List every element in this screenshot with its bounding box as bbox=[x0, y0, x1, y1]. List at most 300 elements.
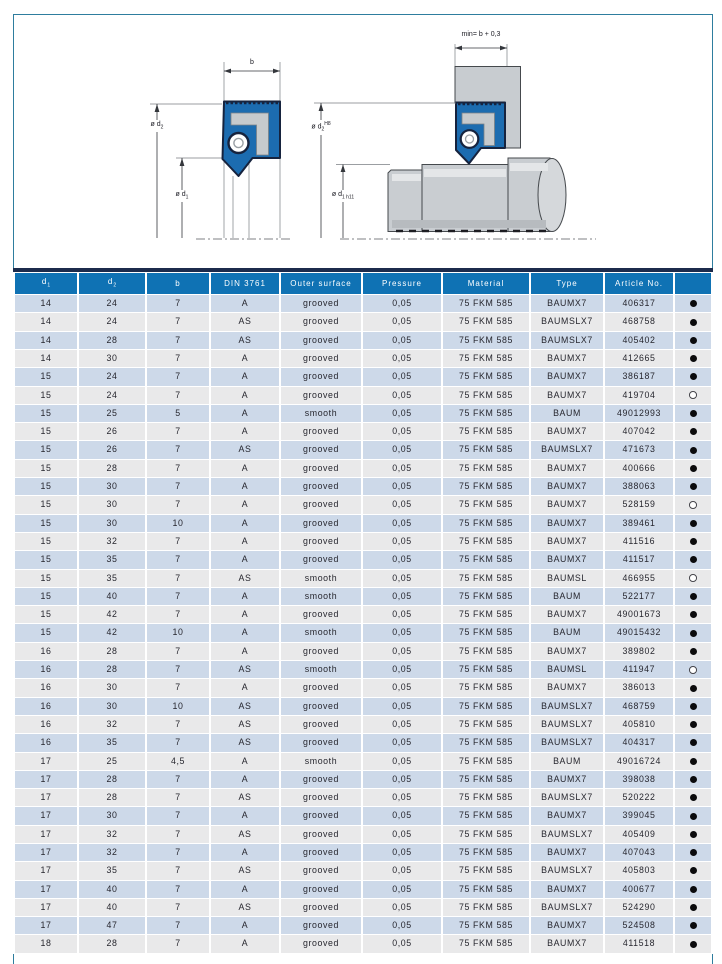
table-cell: 0,05 bbox=[363, 789, 441, 806]
availability-cell bbox=[675, 826, 711, 843]
table-row bbox=[15, 606, 711, 623]
filled-circle-icon bbox=[690, 373, 697, 380]
filled-circle-icon bbox=[690, 538, 697, 545]
availability-cell bbox=[675, 862, 711, 879]
table-cell: 7 bbox=[147, 807, 209, 824]
table-cell: grooved bbox=[281, 935, 361, 952]
table-cell: 75 FKM 585 bbox=[443, 441, 529, 458]
table-cell: 32 bbox=[79, 844, 145, 861]
filled-circle-icon bbox=[690, 721, 697, 728]
table-cell: 15 bbox=[15, 460, 77, 477]
table-cell: BAUMSL bbox=[531, 661, 603, 678]
table-cell: A bbox=[211, 844, 279, 861]
table-cell: 49012993 bbox=[605, 405, 673, 422]
filled-circle-icon bbox=[690, 776, 697, 783]
availability-cell bbox=[675, 350, 711, 367]
table-cell: A bbox=[211, 496, 279, 513]
dim-label-right-d2: ø $d_2^{H8}$ bbox=[311, 121, 331, 133]
table-cell: 24 bbox=[79, 295, 145, 312]
table-cell: 75 FKM 585 bbox=[443, 753, 529, 770]
table-cell: 16 bbox=[15, 698, 77, 715]
availability-cell bbox=[675, 515, 711, 532]
table-cell: 17 bbox=[15, 862, 77, 879]
table-cell: 16 bbox=[15, 716, 77, 733]
table-cell: 7 bbox=[147, 826, 209, 843]
table-cell: BAUMX7 bbox=[531, 496, 603, 513]
table-cell: 0,05 bbox=[363, 588, 441, 605]
filled-circle-icon bbox=[690, 355, 697, 362]
table-cell: 24 bbox=[79, 368, 145, 385]
availability-cell bbox=[675, 313, 711, 330]
table-cell: 30 bbox=[79, 478, 145, 495]
table-cell: 17 bbox=[15, 899, 77, 916]
table-cell: 40 bbox=[79, 881, 145, 898]
table-cell: grooved bbox=[281, 899, 361, 916]
table-row bbox=[15, 844, 711, 861]
table-cell: 40 bbox=[79, 899, 145, 916]
table-cell: BAUMX7 bbox=[531, 881, 603, 898]
table-cell: 0,05 bbox=[363, 441, 441, 458]
table-cell: 30 bbox=[79, 698, 145, 715]
table-cell: A bbox=[211, 405, 279, 422]
extension-lines bbox=[455, 44, 507, 66]
table-cell: 0,05 bbox=[363, 826, 441, 843]
availability-cell bbox=[675, 478, 711, 495]
table-cell: 524508 bbox=[605, 917, 673, 934]
table-cell: 7 bbox=[147, 313, 209, 330]
table-cell: 49001673 bbox=[605, 606, 673, 623]
table-cell: 75 FKM 585 bbox=[443, 734, 529, 751]
availability-cell bbox=[675, 570, 711, 587]
table-cell: 5 bbox=[147, 405, 209, 422]
table-cell: 15 bbox=[15, 496, 77, 513]
filled-circle-icon bbox=[690, 483, 697, 490]
table-cell: 405810 bbox=[605, 716, 673, 733]
table-cell: 466955 bbox=[605, 570, 673, 587]
filled-circle-icon bbox=[690, 739, 697, 746]
table-cell: 17 bbox=[15, 753, 77, 770]
filled-circle-icon bbox=[690, 447, 697, 454]
availability-cell bbox=[675, 551, 711, 568]
table-cell: 16 bbox=[15, 679, 77, 696]
dim-label-left-d2: ø $d_2$ bbox=[150, 121, 164, 131]
table-cell: 14 bbox=[15, 332, 77, 349]
table-cell: A bbox=[211, 551, 279, 568]
table-cell: BAUMSLX7 bbox=[531, 899, 603, 916]
table-cell: 75 FKM 585 bbox=[443, 881, 529, 898]
table-cell: 35 bbox=[79, 551, 145, 568]
table-cell: 7 bbox=[147, 441, 209, 458]
table-cell: 0,05 bbox=[363, 350, 441, 367]
filled-circle-icon bbox=[690, 648, 697, 655]
table-cell: 75 FKM 585 bbox=[443, 295, 529, 312]
table-cell: 471673 bbox=[605, 441, 673, 458]
table-row bbox=[15, 807, 711, 824]
table-cell: grooved bbox=[281, 350, 361, 367]
table-cell: 0,05 bbox=[363, 295, 441, 312]
table-row bbox=[15, 661, 711, 678]
table-row bbox=[15, 698, 711, 715]
table-cell: 16 bbox=[15, 734, 77, 751]
table-row bbox=[15, 515, 711, 532]
table-cell: 0,05 bbox=[363, 679, 441, 696]
table-cell: 32 bbox=[79, 716, 145, 733]
open-circle-icon bbox=[689, 391, 697, 399]
table-cell: 16 bbox=[15, 643, 77, 660]
filled-circle-icon bbox=[690, 428, 697, 435]
table-cell: 386013 bbox=[605, 679, 673, 696]
table-cell: 75 FKM 585 bbox=[443, 716, 529, 733]
table-cell: 0,05 bbox=[363, 551, 441, 568]
table-cell: 75 FKM 585 bbox=[443, 844, 529, 861]
table-cell: 75 FKM 585 bbox=[443, 661, 529, 678]
table-cell: AS bbox=[211, 734, 279, 751]
table-cell: grooved bbox=[281, 881, 361, 898]
table-cell: 24 bbox=[79, 313, 145, 330]
table-cell: smooth bbox=[281, 570, 361, 587]
availability-cell bbox=[675, 332, 711, 349]
table-cell: 386187 bbox=[605, 368, 673, 385]
table-cell: A bbox=[211, 624, 279, 641]
table-cell: BAUMX7 bbox=[531, 917, 603, 934]
table-row bbox=[15, 643, 711, 660]
table-cell: BAUMSLX7 bbox=[531, 716, 603, 733]
dim-label-left-d1: ø $d_1$ bbox=[175, 191, 189, 201]
table-row bbox=[15, 441, 711, 458]
table-cell: AS bbox=[211, 332, 279, 349]
table-cell: grooved bbox=[281, 441, 361, 458]
table-cell: A bbox=[211, 753, 279, 770]
table-cell: 389461 bbox=[605, 515, 673, 532]
table-cell: 10 bbox=[147, 698, 209, 715]
table-cell: 0,05 bbox=[363, 862, 441, 879]
table-row bbox=[15, 734, 711, 751]
table-cell: 400677 bbox=[605, 881, 673, 898]
table-cell: BAUMX7 bbox=[531, 807, 603, 824]
table-cell: 0,05 bbox=[363, 917, 441, 934]
table-row bbox=[15, 313, 711, 330]
table-row bbox=[15, 478, 711, 495]
table-cell: 17 bbox=[15, 771, 77, 788]
table-cell: grooved bbox=[281, 789, 361, 806]
table-row bbox=[15, 789, 711, 806]
table-cell: A bbox=[211, 350, 279, 367]
availability-cell bbox=[675, 441, 711, 458]
table-cell: BAUMX7 bbox=[531, 935, 603, 952]
table-cell: 17 bbox=[15, 789, 77, 806]
table-cell: AS bbox=[211, 826, 279, 843]
table-row bbox=[15, 588, 711, 605]
filled-circle-icon bbox=[690, 904, 697, 911]
table-cell: smooth bbox=[281, 661, 361, 678]
table-cell: 0,05 bbox=[363, 423, 441, 440]
availability-cell bbox=[675, 387, 711, 404]
table-cell: 524290 bbox=[605, 899, 673, 916]
availability-cell bbox=[675, 679, 711, 696]
table-cell: 75 FKM 585 bbox=[443, 405, 529, 422]
table-cell: 28 bbox=[79, 661, 145, 678]
table-cell: 49015432 bbox=[605, 624, 673, 641]
table-cell: 75 FKM 585 bbox=[443, 588, 529, 605]
table-cell: A bbox=[211, 533, 279, 550]
table-cell: 7 bbox=[147, 789, 209, 806]
table-cell: AS bbox=[211, 313, 279, 330]
table-cell: grooved bbox=[281, 844, 361, 861]
table-cell: 0,05 bbox=[363, 716, 441, 733]
table-cell: 7 bbox=[147, 387, 209, 404]
table-cell: 0,05 bbox=[363, 496, 441, 513]
table-cell: 17 bbox=[15, 917, 77, 934]
availability-cell bbox=[675, 899, 711, 916]
open-circle-icon bbox=[689, 574, 697, 582]
header-article-no: Article No. bbox=[605, 273, 673, 295]
availability-cell bbox=[675, 844, 711, 861]
table-cell: BAUMX7 bbox=[531, 551, 603, 568]
availability-cell bbox=[675, 405, 711, 422]
header-d1: $d_1$ bbox=[15, 273, 77, 295]
filled-circle-icon bbox=[690, 794, 697, 801]
availability-cell bbox=[675, 771, 711, 788]
table-cell: grooved bbox=[281, 606, 361, 623]
table-cell: 522177 bbox=[605, 588, 673, 605]
availability-cell bbox=[675, 624, 711, 641]
table-cell: smooth bbox=[281, 405, 361, 422]
seal-diagrams-svg bbox=[0, 0, 722, 268]
table-cell: A bbox=[211, 368, 279, 385]
table-cell: 28 bbox=[79, 935, 145, 952]
table-cell: grooved bbox=[281, 295, 361, 312]
table-cell: grooved bbox=[281, 862, 361, 879]
table-cell: 411518 bbox=[605, 935, 673, 952]
table-cell: A bbox=[211, 423, 279, 440]
table-cell: 28 bbox=[79, 332, 145, 349]
table-cell: 15 bbox=[15, 533, 77, 550]
technical-diagrams bbox=[0, 0, 722, 268]
table-cell: A bbox=[211, 478, 279, 495]
filled-circle-icon bbox=[690, 319, 697, 326]
table-cell: BAUM bbox=[531, 624, 603, 641]
dim-label-b: b bbox=[250, 59, 254, 66]
table-cell: 75 FKM 585 bbox=[443, 496, 529, 513]
arrowhead bbox=[341, 165, 346, 173]
table-cell: A bbox=[211, 679, 279, 696]
table-cell: 0,05 bbox=[363, 478, 441, 495]
table-cell: 0,05 bbox=[363, 643, 441, 660]
table-cell: 405402 bbox=[605, 332, 673, 349]
table-cell: 404317 bbox=[605, 734, 673, 751]
table-cell: 0,05 bbox=[363, 753, 441, 770]
table-cell: 411516 bbox=[605, 533, 673, 550]
table-cell: 49016724 bbox=[605, 753, 673, 770]
table-row bbox=[15, 935, 711, 952]
table-cell: 405409 bbox=[605, 826, 673, 843]
table-cell: 7 bbox=[147, 460, 209, 477]
table-cell: BAUMX7 bbox=[531, 771, 603, 788]
table-cell: 7 bbox=[147, 423, 209, 440]
garter-spring-inner bbox=[466, 135, 474, 143]
arrowhead bbox=[224, 69, 231, 74]
table-cell: grooved bbox=[281, 734, 361, 751]
availability-cell bbox=[675, 807, 711, 824]
filled-circle-icon bbox=[690, 813, 697, 820]
table-cell: 411517 bbox=[605, 551, 673, 568]
table-cell: 15 bbox=[15, 624, 77, 641]
table-cell: 0,05 bbox=[363, 387, 441, 404]
table-cell: 7 bbox=[147, 606, 209, 623]
availability-cell bbox=[675, 716, 711, 733]
table-cell: BAUMX7 bbox=[531, 643, 603, 660]
table-cell: A bbox=[211, 917, 279, 934]
table-cell: AS bbox=[211, 716, 279, 733]
table-cell: 7 bbox=[147, 917, 209, 934]
table-cell: BAUMX7 bbox=[531, 460, 603, 477]
availability-cell bbox=[675, 643, 711, 660]
table-cell: BAUMSLX7 bbox=[531, 826, 603, 843]
table-cell: 15 bbox=[15, 387, 77, 404]
availability-cell bbox=[675, 661, 711, 678]
table-cell: grooved bbox=[281, 807, 361, 824]
filled-circle-icon bbox=[690, 593, 697, 600]
table-cell: BAUMSLX7 bbox=[531, 441, 603, 458]
table-cell: 520222 bbox=[605, 789, 673, 806]
arrowhead bbox=[155, 104, 160, 112]
table-cell: 7 bbox=[147, 350, 209, 367]
table-cell: 17 bbox=[15, 807, 77, 824]
table-cell: BAUMX7 bbox=[531, 515, 603, 532]
table-cell: 17 bbox=[15, 881, 77, 898]
table-cell: 10 bbox=[147, 624, 209, 641]
table-cell: BAUMX7 bbox=[531, 387, 603, 404]
filled-circle-icon bbox=[690, 886, 697, 893]
table-cell: 7 bbox=[147, 368, 209, 385]
table-cell: 412665 bbox=[605, 350, 673, 367]
table-cell: 7 bbox=[147, 570, 209, 587]
availability-cell bbox=[675, 295, 711, 312]
availability-cell bbox=[675, 588, 711, 605]
table-cell: grooved bbox=[281, 917, 361, 934]
table-cell: smooth bbox=[281, 753, 361, 770]
table-cell: 75 FKM 585 bbox=[443, 862, 529, 879]
filled-circle-icon bbox=[690, 300, 697, 307]
table-cell: 75 FKM 585 bbox=[443, 606, 529, 623]
table-cell: 0,05 bbox=[363, 533, 441, 550]
arrowhead bbox=[319, 103, 324, 111]
table-cell: 15 bbox=[15, 588, 77, 605]
table-cell: 18 bbox=[15, 935, 77, 952]
filled-circle-icon bbox=[690, 867, 697, 874]
table-cell: BAUMX7 bbox=[531, 368, 603, 385]
table-cell: 0,05 bbox=[363, 807, 441, 824]
table-cell: 75 FKM 585 bbox=[443, 533, 529, 550]
table-cell: 75 FKM 585 bbox=[443, 460, 529, 477]
table-cell: 407042 bbox=[605, 423, 673, 440]
table-cell: 0,05 bbox=[363, 368, 441, 385]
header-din: DIN 3761 bbox=[211, 273, 279, 295]
table-cell: A bbox=[211, 515, 279, 532]
table-cell: grooved bbox=[281, 771, 361, 788]
table-row bbox=[15, 771, 711, 788]
table-cell: grooved bbox=[281, 478, 361, 495]
table-row bbox=[15, 295, 711, 312]
table-cell: BAUMSLX7 bbox=[531, 734, 603, 751]
table-row bbox=[15, 679, 711, 696]
table-cell: 14 bbox=[15, 313, 77, 330]
availability-cell bbox=[675, 460, 711, 477]
table-cell: 30 bbox=[79, 350, 145, 367]
table-cell: AS bbox=[211, 789, 279, 806]
table-cell: 7 bbox=[147, 679, 209, 696]
table-cell: 10 bbox=[147, 515, 209, 532]
table-cell: BAUMSLX7 bbox=[531, 862, 603, 879]
table-cell: 7 bbox=[147, 862, 209, 879]
table-cell: 7 bbox=[147, 533, 209, 550]
header-pressure: Pressure bbox=[363, 273, 441, 295]
header-outer-surface: Outer surface bbox=[281, 273, 361, 295]
table-cell: 0,05 bbox=[363, 624, 441, 641]
seal-size-table-section bbox=[13, 268, 713, 954]
table-cell: 30 bbox=[79, 496, 145, 513]
arrowhead bbox=[500, 46, 507, 51]
table-cell: 75 FKM 585 bbox=[443, 423, 529, 440]
table-cell: 28 bbox=[79, 460, 145, 477]
table-row bbox=[15, 753, 711, 770]
seal-size-table bbox=[13, 272, 713, 954]
table-row bbox=[15, 405, 711, 422]
table-cell: AS bbox=[211, 698, 279, 715]
table-cell: 405803 bbox=[605, 862, 673, 879]
table-cell: 75 FKM 585 bbox=[443, 350, 529, 367]
table-cell: A bbox=[211, 935, 279, 952]
table-cell: 0,05 bbox=[363, 899, 441, 916]
table-cell: BAUMX7 bbox=[531, 350, 603, 367]
table-row bbox=[15, 368, 711, 385]
availability-cell bbox=[675, 734, 711, 751]
table-cell: 25 bbox=[79, 753, 145, 770]
filled-circle-icon bbox=[690, 922, 697, 929]
table-cell: A bbox=[211, 387, 279, 404]
table-cell: 75 FKM 585 bbox=[443, 624, 529, 641]
table-cell: 75 FKM 585 bbox=[443, 679, 529, 696]
table-cell: 388063 bbox=[605, 478, 673, 495]
table-cell: BAUMX7 bbox=[531, 844, 603, 861]
garter-spring-inner bbox=[234, 138, 243, 147]
header-d2: $d_2$ bbox=[79, 273, 145, 295]
table-cell: 7 bbox=[147, 588, 209, 605]
dim-label-right-d1: ø $d_{1 h11}$ bbox=[331, 191, 355, 201]
table-cell: 7 bbox=[147, 771, 209, 788]
table-cell: AS bbox=[211, 441, 279, 458]
table-cell: 15 bbox=[15, 441, 77, 458]
table-cell: grooved bbox=[281, 313, 361, 330]
table-cell: grooved bbox=[281, 496, 361, 513]
table-cell: 0,05 bbox=[363, 935, 441, 952]
table-cell: 0,05 bbox=[363, 844, 441, 861]
table-cell: 28 bbox=[79, 771, 145, 788]
table-cell: 75 FKM 585 bbox=[443, 935, 529, 952]
table-header-row bbox=[15, 273, 711, 295]
table-cell: smooth bbox=[281, 588, 361, 605]
table-cell: 26 bbox=[79, 423, 145, 440]
table-cell: 400666 bbox=[605, 460, 673, 477]
table-cell: 17 bbox=[15, 844, 77, 861]
table-cell: 7 bbox=[147, 332, 209, 349]
table-cell: BAUM bbox=[531, 753, 603, 770]
table-cell: 7 bbox=[147, 899, 209, 916]
table-cell: 0,05 bbox=[363, 332, 441, 349]
table-cell: grooved bbox=[281, 368, 361, 385]
table-cell: 468759 bbox=[605, 698, 673, 715]
table-cell: 15 bbox=[15, 423, 77, 440]
